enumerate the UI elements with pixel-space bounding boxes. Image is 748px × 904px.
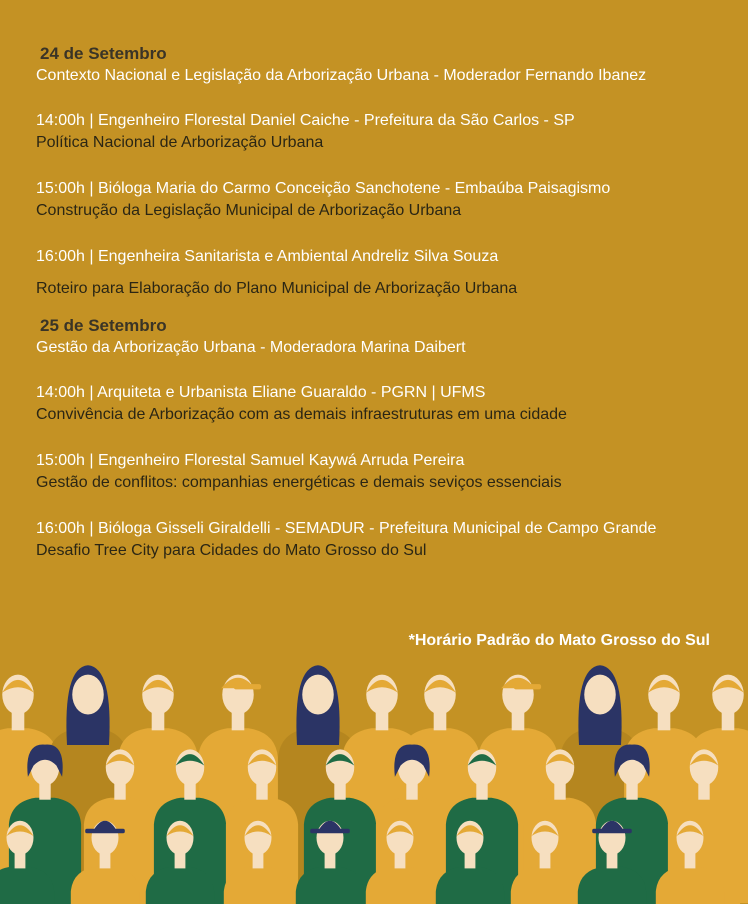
session-speaker: 15:00h | Engenheiro Florestal Samuel Kaywá Arruda Pereira <box>36 452 465 469</box>
moderator-line-25: Gestão da Arborização Urbana - Moderadora Marina Daibert <box>36 339 466 356</box>
session-title: Construção da Legislação Municipal de Arborização Urbana <box>36 202 462 219</box>
session-title: Política Nacional de Arborização Urbana <box>36 134 324 151</box>
timezone-footnote: *Horário Padrão do Mato Grosso do Sul <box>408 632 710 649</box>
session-25-1 <box>36 382 726 426</box>
day-heading-25: 25 de Setembro <box>40 316 167 335</box>
moderator-line-24: Contexto Nacional e Legislação da Arborização Urbana - Moderador Fernando Ibanez <box>36 67 647 84</box>
session-title: Roteiro para Elaboração do Plano Municipal de Arborização Urbana <box>36 280 518 297</box>
session-25-3 <box>36 518 726 562</box>
session-speaker: 15:00h | Bióloga Maria do Carmo Conceição Sanchotene - Embaúba Paisagismo <box>36 180 611 197</box>
crowd-illustration <box>0 655 748 904</box>
session-speaker: 16:00h | Bióloga Gisseli Giraldelli - SEMADUR - Prefeitura Municipal de Campo Grande <box>36 520 657 537</box>
session-speaker: 14:00h | Arquiteta e Urbanista Eliane Guaraldo - PGRN | UFMS <box>36 384 486 401</box>
schedule <box>36 44 726 586</box>
session-speaker: 14:00h | Engenheiro Florestal Daniel Caiche - Prefeitura da São Carlos - SP <box>36 112 575 129</box>
session-title: Gestão de conflitos: companhias energéticas e demais seviços essenciais <box>36 474 562 491</box>
day-heading-24: 24 de Setembro <box>40 44 167 63</box>
session-24-1 <box>36 110 726 154</box>
session-24-2 <box>36 178 726 222</box>
session-24-3 <box>36 246 726 300</box>
session-title: Desafio Tree City para Cidades do Mato Grosso do Sul <box>36 542 427 559</box>
session-title: Convivência de Arborização com as demais infraestruturas em uma cidade <box>36 406 567 423</box>
session-speaker: 16:00h | Engenheira Sanitarista e Ambiental Andreliz Silva Souza <box>36 248 499 265</box>
session-25-2 <box>36 450 726 494</box>
